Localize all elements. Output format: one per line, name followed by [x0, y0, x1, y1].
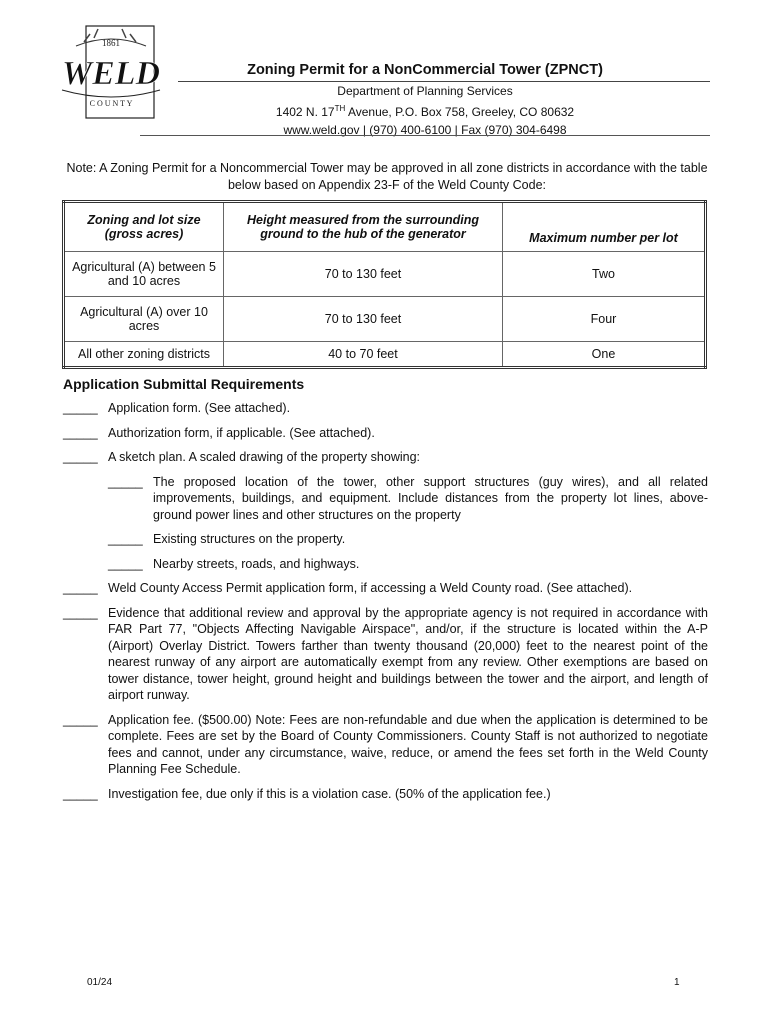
list-item: _____ Authorization form, if applicable. (See attached). [63, 425, 375, 440]
checkbox-blank[interactable]: _____ [63, 425, 98, 440]
table-cell: 40 to 70 feet [224, 342, 503, 368]
checkbox-blank[interactable]: _____ [108, 556, 143, 571]
table-cell: 70 to 130 feet [224, 252, 503, 297]
header-rule [140, 135, 710, 136]
checkbox-blank[interactable]: _____ [63, 581, 98, 595]
table-header: Maximum number per lot [503, 202, 706, 252]
svg-text:1861: 1861 [102, 38, 120, 48]
table-cell: Four [503, 297, 706, 342]
table-header: Zoning and lot size (gross acres) [64, 202, 224, 252]
contact-line: www.weld.gov | (970) 400-6100 | Fax (970) 304-6498 [283, 123, 567, 137]
checkbox-blank[interactable]: _____ [108, 532, 143, 546]
svg-text:C O U N T Y: C O U N T Y [89, 99, 133, 108]
list-item: _____ Application fee. ($500.00) Note: Fees are non-refundable and due when the application is determined to be complete. Fees are set by the Board of County Commissioners. County Staff is not authorized to negotiate fees and cannot, under any circumstance, waive, reduce, or amend the fees set forth in the Weld County Planning Fee Schedule. [63, 712, 708, 776]
footer-date: 01/24 [87, 977, 113, 988]
table-row [64, 252, 706, 297]
checkbox-blank[interactable]: _____ [108, 474, 143, 489]
table-cell: Agricultural (A) between 5 and 10 acres [64, 252, 224, 297]
table-cell: One [503, 342, 706, 368]
checkbox-blank[interactable]: _____ [63, 450, 98, 464]
checkbox-blank[interactable]: _____ [63, 786, 98, 801]
checkbox-blank[interactable]: _____ [63, 401, 98, 415]
page-number: 1 [674, 977, 680, 988]
table-row [64, 297, 706, 342]
list-item: _____ Weld County Access Permit application form, if accessing a Weld County road. (See attached). [63, 581, 633, 595]
svg-text:WELD: WELD [61, 55, 161, 92]
document-header [140, 62, 710, 139]
checkbox-blank[interactable]: _____ [63, 605, 98, 620]
page-title: Zoning Permit for a NonCommercial Tower (ZPNCT) [247, 62, 603, 78]
table-header-row [64, 202, 706, 252]
table-cell: 70 to 130 feet [224, 297, 503, 342]
address-line: 1402 N. 17TH Avenue, P.O. Box 758, Greeley, CO 80632 [275, 104, 575, 119]
list-item: _____ The proposed location of the tower, other support structures (guy wires), and all related improvements, buildings, and equipment. Include distances from the property lot lines, above-ground power lines and other structures on the property [108, 474, 708, 522]
list-item: _____ Investigation fee, due only if this is a violation case. (50% of the application fee.) [63, 786, 551, 801]
checkbox-blank[interactable]: _____ [63, 712, 98, 727]
list-item: _____ A sketch plan. A scaled drawing of the property showing: [63, 450, 420, 464]
list-item: _____ Application form. (See attached). [63, 401, 291, 415]
table-header: Height measured from the surrounding ground to the hub of the generator [224, 202, 503, 252]
requirements-list [63, 400, 708, 810]
table-cell: Agricultural (A) over 10 acres [64, 297, 224, 342]
table-row [64, 342, 706, 368]
list-item: _____ Existing structures on the property. [108, 532, 346, 546]
department-name: Department of Planning Services [337, 84, 513, 98]
table-cell: Two [503, 252, 706, 297]
zoning-table [62, 200, 707, 369]
requirements-heading: Application Submittal Requirements [63, 376, 305, 392]
title-rule [178, 81, 710, 82]
list-item: _____ Nearby streets, roads, and highways. [108, 556, 360, 571]
note-text: Note: A Zoning Permit for a Noncommercial Tower may be approved in all zone districts in accordance with the table below based on Appendix 23-F of the Weld County Code: [66, 161, 708, 192]
list-item: _____ Evidence that additional review and approval by the appropriate agency is not required in accordance with FAR Part 77, "Objects Affecting Navigable Airspace", and/or, if the structure is located within the A-P (Airport) Overlay District. Towers farther than twenty thousand (20,000) feet to the nearest point of the nearest runway of any airport are automatically exempt from any review. Other exemptions are based on tower distance, tower height, ground height and buildings between the tower and the airport, and length of airport runway. [63, 605, 708, 702]
table-cell: All other zoning districts [64, 342, 224, 368]
